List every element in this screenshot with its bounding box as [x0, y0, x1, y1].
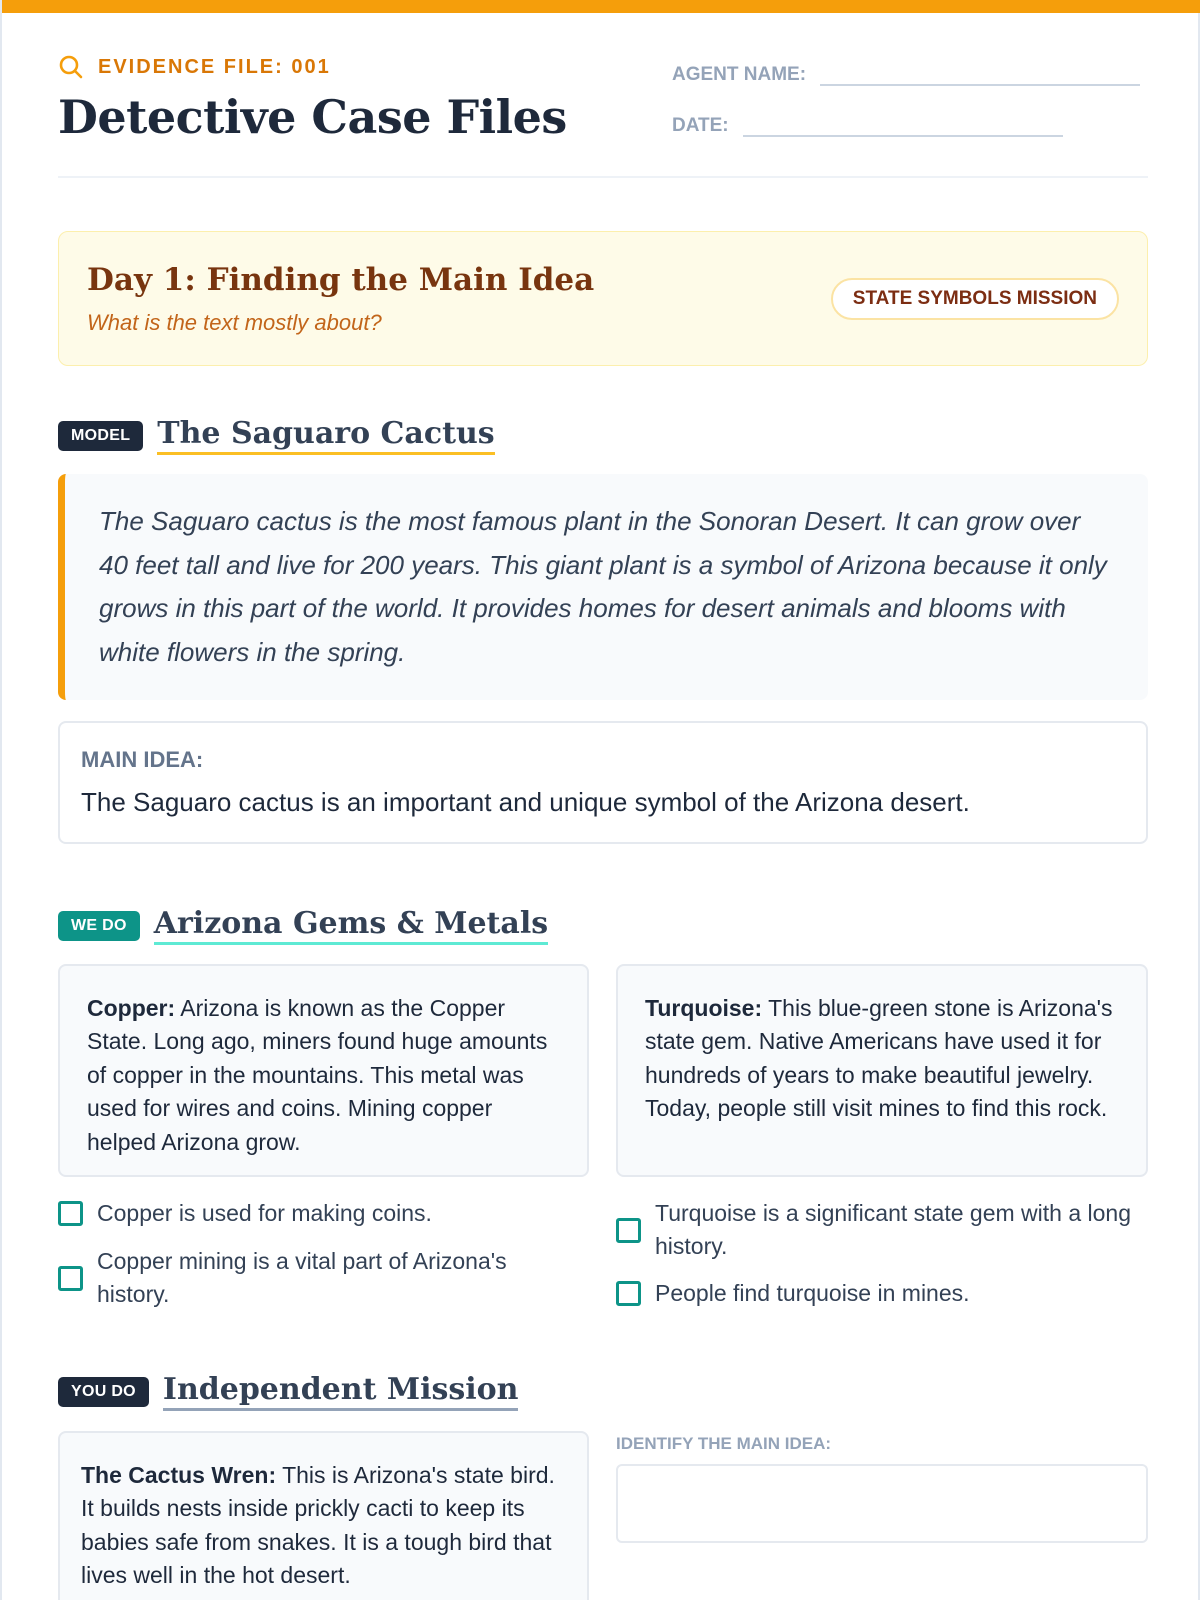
- checkbox-icon[interactable]: [58, 1201, 83, 1226]
- model-title: The Saguaro Cactus: [157, 416, 494, 455]
- copper-option-1[interactable]: [58, 1197, 589, 1230]
- evidence-file-label: EVIDENCE FILE: 001: [98, 55, 331, 78]
- turquoise-option-1[interactable]: [616, 1197, 1148, 1263]
- model-section-heading: [58, 416, 495, 455]
- copper-option-1-text: Copper is used for making coins.: [97, 1200, 432, 1226]
- turquoise-card-text: [645, 992, 1127, 1126]
- turquoise-option-1-text: Turquoise is a significant state gem with a long history.: [655, 1200, 1132, 1259]
- checkbox-icon[interactable]: [616, 1281, 641, 1306]
- you-do-section-heading: [58, 1372, 518, 1411]
- model-badge: MODEL: [58, 421, 143, 451]
- lesson-subtitle: What is the text mostly about?: [87, 310, 382, 335]
- model-passage: [58, 474, 1148, 700]
- copper-option-2-text: Copper mining is a vital part of Arizona's history.: [97, 1248, 507, 1307]
- you-do-badge: YOU DO: [58, 1377, 149, 1407]
- turquoise-option-2-text: People find turquoise in mines.: [655, 1280, 970, 1306]
- main-idea-answer-box[interactable]: [616, 1464, 1148, 1543]
- we-do-section-heading: [58, 906, 548, 945]
- top-accent-bar: [2, 0, 1200, 13]
- main-idea-label: MAIN IDEA:: [81, 747, 204, 772]
- cactus-wren-card: [58, 1431, 589, 1600]
- model-passage-text: The Saguaro cactus is the most famous plant in the Sonoran Desert. It can grow over 40 feet tall and live for 200 years. This giant plant is a symbol of Arizona because it only grows in this part of the world. It provides homes for desert animals and blooms with white flowers in the spring.: [99, 506, 1107, 667]
- copper-description: Arizona is known as the Copper State. Long ago, miners found huge amounts of copper in the mountains. This metal was used for wires and coins. Mining copper helped Arizona grow.: [87, 995, 548, 1155]
- date-field: [672, 109, 1148, 137]
- mission-pill: STATE SYMBOLS MISSION: [831, 278, 1119, 320]
- we-do-badge: WE DO: [58, 911, 140, 941]
- we-do-title: Arizona Gems & Metals: [154, 906, 548, 945]
- copper-option-2[interactable]: [58, 1245, 589, 1311]
- date-line[interactable]: [743, 109, 1063, 137]
- page-title: Detective Case Files: [58, 90, 567, 144]
- cactus-wren-description: This is Arizona's state bird. It builds nests inside prickly cacti to keep its babies safe from snakes. It is a tough bird that lives well in the hot desert.: [81, 1462, 555, 1589]
- turquoise-description: This blue-green stone is Arizona's state gem. Native Americans have used it for hundreds of years to make beautiful jewelry. Today, people still visit mines to find this rock.: [645, 995, 1113, 1122]
- you-do-title: Independent Mission: [163, 1372, 519, 1411]
- turquoise-option-2[interactable]: [616, 1277, 1148, 1310]
- copper-card: [58, 964, 589, 1177]
- page-header: [58, 50, 1148, 178]
- turquoise-term: Turquoise:: [645, 995, 763, 1021]
- copper-card-text: [87, 992, 567, 1159]
- model-main-idea-box: [58, 721, 1148, 844]
- agent-name-line[interactable]: [820, 58, 1140, 86]
- identify-main-idea-label: IDENTIFY THE MAIN IDEA:: [616, 1434, 832, 1453]
- lesson-title: Day 1: Finding the Main Idea: [87, 262, 595, 298]
- lesson-banner: [58, 231, 1148, 366]
- agent-name-label: AGENT NAME:: [672, 64, 807, 85]
- copper-term: Copper:: [87, 995, 176, 1021]
- agent-name-field: [672, 58, 1148, 86]
- checkbox-icon[interactable]: [58, 1266, 83, 1291]
- magnifier-icon: [58, 54, 84, 80]
- cactus-wren-card-text: [81, 1459, 561, 1593]
- turquoise-card: [616, 964, 1148, 1177]
- date-label: DATE:: [672, 115, 729, 136]
- checkbox-icon[interactable]: [616, 1218, 641, 1243]
- student-fields: [672, 58, 1148, 160]
- main-idea-text: The Saguaro cactus is an important and unique symbol of the Arizona desert.: [81, 787, 970, 817]
- evidence-file-tag: [58, 54, 331, 80]
- cactus-wren-term: The Cactus Wren:: [81, 1462, 277, 1488]
